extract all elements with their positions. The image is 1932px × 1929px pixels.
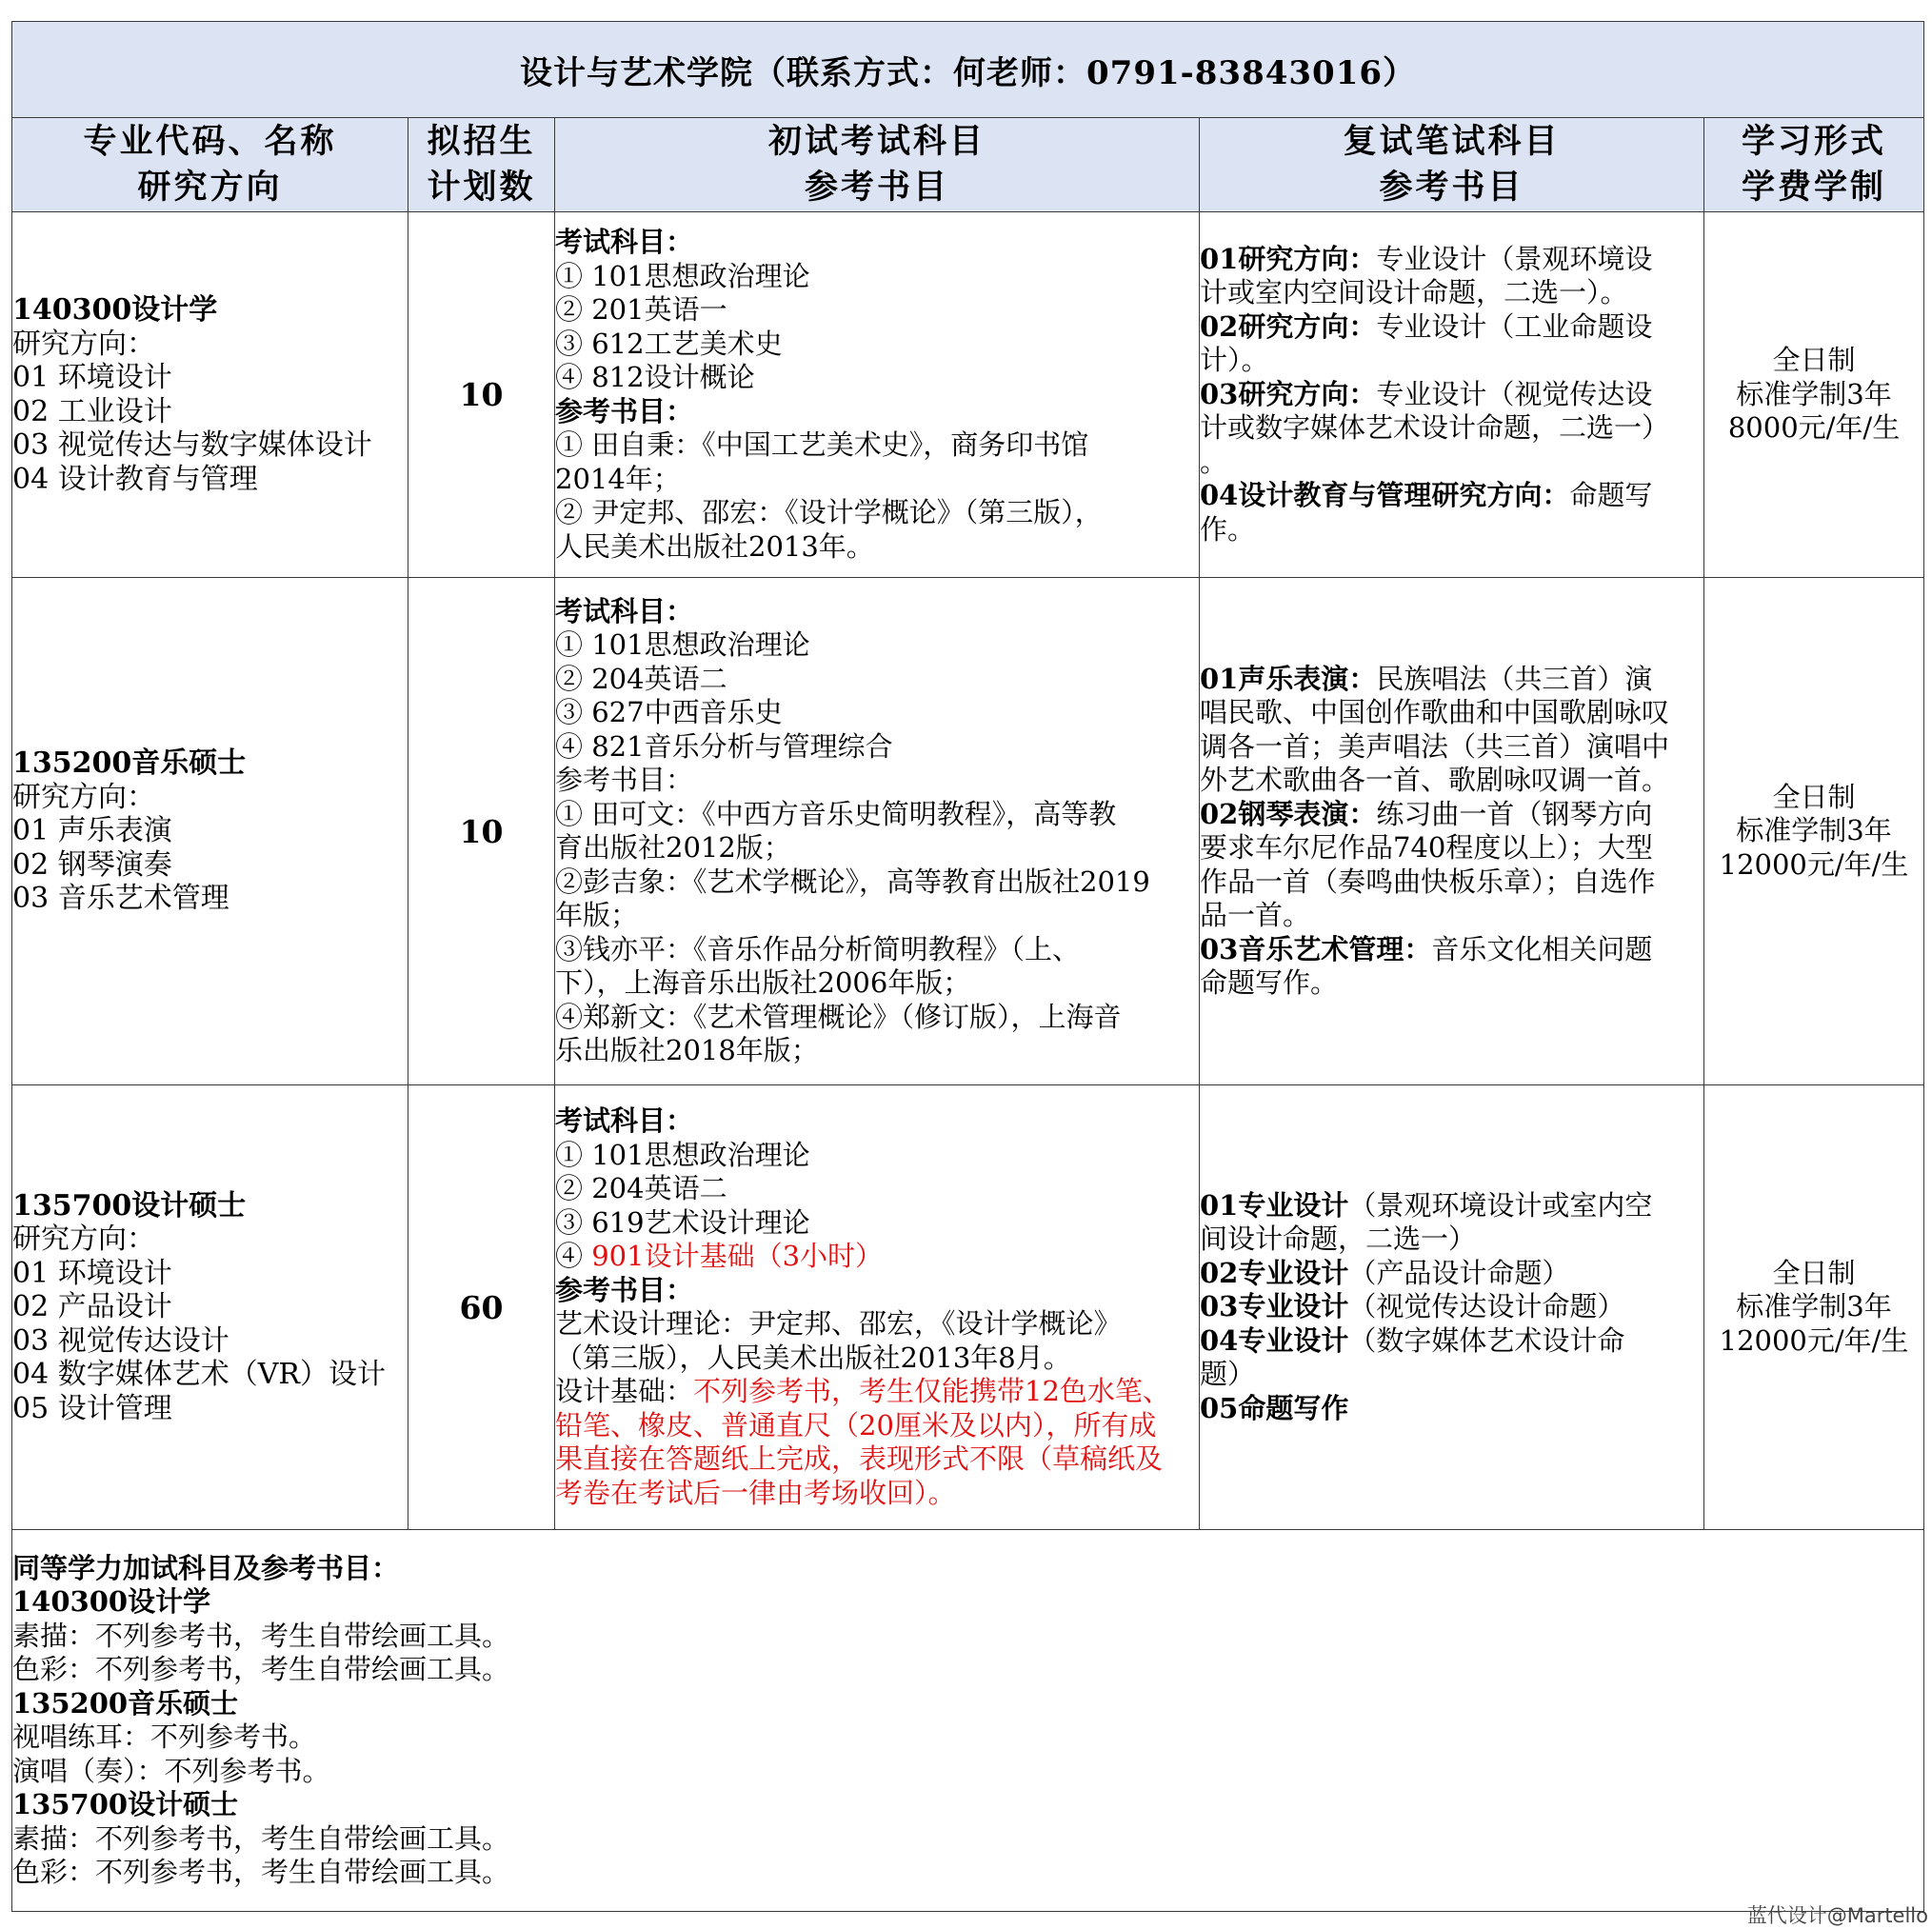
book-line: 育出版社2012版； [555, 831, 791, 864]
study-mode-line: 8000元/年/生 [1727, 411, 1901, 445]
major-name: 135700设计硕士 [12, 1188, 247, 1223]
study-mode-line: 12000元/年/生 [1719, 847, 1909, 881]
retest-line: 计或数字媒体艺术设计命题，二选一） [1200, 411, 1670, 445]
exam-item: ③ 619艺术设计理论 [555, 1205, 810, 1239]
table-row [12, 578, 1924, 1085]
header-study-mode: 学习形式 学费学制 [1704, 118, 1924, 212]
header-row [12, 118, 1924, 212]
exam-item: ① 101思想政治理论 [555, 628, 810, 661]
retest-line: 外艺术歌曲各一首、歌剧咏叹调一首。 [1200, 764, 1670, 796]
book-line: （第三版），人民美术出版社2013年8月。 [555, 1341, 1071, 1374]
retest-line: 02钢琴表演：练习曲一首（钢琴方向 [1200, 797, 1653, 830]
books-label: 参考书目： [555, 764, 694, 796]
book-line: ① 田可文：《中西方音乐史简明教程》，高等教 [555, 797, 1117, 830]
retest-line: 题） [1200, 1358, 1256, 1391]
retest-line: 品一首。 [1200, 899, 1311, 931]
directions-label: 研究方向： [12, 327, 155, 361]
quota-cell: 60 [408, 1085, 555, 1530]
book-line: 铅笔、橡皮、普通直尺（20厘米及以内），所有成 [555, 1408, 1157, 1442]
book-line: ② 尹定邦、邵宏：《设计学概论》（第三版）， [555, 496, 1103, 528]
retest-cell [1200, 212, 1704, 578]
study-mode-cell [1704, 212, 1924, 578]
major-cell [12, 1085, 408, 1530]
study-mode-line: 12000元/年/生 [1719, 1323, 1909, 1357]
book-line: 下），上海音乐出版社2006年版； [555, 966, 971, 999]
retest-line: 02研究方向：专业设计（工业命题设 [1200, 309, 1653, 343]
exam-label: 考试科目： [555, 594, 694, 627]
books-label: 参考书目： [555, 394, 694, 428]
directions-label: 研究方向： [12, 1223, 155, 1257]
retest-cell [1200, 1085, 1704, 1530]
retest-line: 作。 [1200, 512, 1256, 546]
retest-line: 03专业设计（视觉传达设计命题） [1200, 1290, 1625, 1323]
exam-item: ① 101思想政治理论 [555, 259, 810, 292]
book-line: 乐出版社2018年版； [555, 1034, 819, 1066]
direction-item: 02 钢琴演奏 [12, 847, 172, 882]
title-row [12, 22, 1924, 118]
exam-item: ③ 627中西音乐史 [555, 696, 783, 728]
direction-item: 03 音乐艺术管理 [12, 882, 229, 916]
direction-item: 01 环境设计 [12, 1256, 172, 1290]
footer-item: 色彩：不列参考书，考生自带绘画工具。 [12, 1653, 510, 1685]
header-initial-exam: 初试考试科目 参考书目 [555, 118, 1200, 212]
book-line: 考卷在考试后一律由考场收回）。 [555, 1476, 956, 1509]
retest-line: 要求车尔尼作品740程度以上）；大型 [1200, 831, 1653, 864]
direction-item: 01 环境设计 [12, 361, 172, 394]
retest-line: 05命题写作 [1200, 1391, 1349, 1424]
retest-line: 命题写作。 [1200, 966, 1339, 999]
exam-label: 考试科目： [555, 226, 694, 258]
exam-item: ① 101思想政治理论 [555, 1138, 810, 1171]
footer-item: 视唱练耳：不列参考书。 [12, 1720, 317, 1753]
direction-item: 04 设计教育与管理 [12, 462, 258, 496]
footer-group-name: 135700设计硕士 [12, 1788, 239, 1820]
retest-line: 04设计教育与管理研究方向：命题写 [1200, 479, 1653, 512]
books-label: 参考书目： [555, 1273, 694, 1306]
direction-item: 04 数字媒体艺术（VR）设计 [12, 1358, 386, 1392]
footer-item: 素描：不列参考书，考生自带绘画工具。 [12, 1619, 510, 1652]
equivalent-exam-section [12, 1530, 1924, 1912]
retest-line: 作品一首（奏鸣曲快板乐章）；自选作 [1200, 865, 1656, 898]
retest-cell [1200, 578, 1704, 1085]
retest-line: 02专业设计（产品设计命题） [1200, 1256, 1570, 1289]
footer-item: 素描：不列参考书，考生自带绘画工具。 [12, 1821, 510, 1855]
footer-group-name: 140300设计学 [12, 1585, 211, 1618]
book-line: 2014年； [555, 462, 681, 495]
initial-exam-cell [555, 1085, 1200, 1530]
retest-line: 03音乐艺术管理：音乐文化相关问题 [1200, 932, 1653, 965]
table-row [12, 212, 1924, 578]
footer-item: 演唱（奏）：不列参考书。 [12, 1754, 330, 1787]
book-line: ④郑新文：《艺术管理概论》（修订版），上海音 [555, 1000, 1122, 1033]
study-mode-line: 全日制 [1772, 344, 1856, 377]
direction-item: 03 视觉传达与数字媒体设计 [12, 428, 372, 462]
study-mode-cell [1704, 578, 1924, 1085]
study-mode-line: 标准学制3年 [1736, 377, 1892, 410]
retest-line: 计或室内空间设计命题，二选一）。 [1200, 276, 1628, 309]
watermark: 蓝代设计@Martello [1746, 1904, 1928, 1927]
header-retest: 复试笔试科目 参考书目 [1200, 118, 1704, 212]
table-title: 设计与艺术学院（联系方式：何老师：0791-83843016） [12, 22, 1924, 118]
retest-line: 调各一首；美声唱法（共三首）演唱中 [1200, 729, 1670, 763]
book-line: 设计基础：不列参考书，考生仅能携带12色水笔、 [555, 1375, 1170, 1407]
retest-line: 01声乐表演：民族唱法（共三首）演 [1200, 662, 1653, 695]
quota-cell: 10 [408, 578, 555, 1085]
footer-group-name: 135200音乐硕士 [12, 1686, 239, 1720]
retest-line: 01研究方向：专业设计（景观环境设 [1200, 242, 1653, 275]
direction-item: 05 设计管理 [12, 1391, 172, 1425]
study-mode-line: 全日制 [1772, 1256, 1856, 1289]
exam-item: ② 204英语二 [555, 1172, 727, 1204]
header-quota: 拟招生 计划数 [408, 118, 555, 212]
footer-item: 色彩：不列参考书，考生自带绘画工具。 [12, 1856, 510, 1888]
study-mode-line: 标准学制3年 [1736, 814, 1892, 847]
quota-cell: 10 [408, 212, 555, 578]
retest-line: 唱民歌、中国创作歌曲和中国歌剧咏叹 [1200, 696, 1670, 728]
exam-item: ④ 812设计概论 [555, 361, 755, 393]
initial-exam-cell [555, 578, 1200, 1085]
footer-title: 同等学力加试科目及参考书目： [12, 1551, 400, 1584]
exam-label: 考试科目： [555, 1104, 694, 1137]
study-mode-line: 标准学制3年 [1736, 1290, 1892, 1323]
directions-label: 研究方向： [12, 780, 155, 814]
direction-item: 01 声乐表演 [12, 814, 172, 848]
direction-item: 02 工业设计 [12, 394, 172, 428]
table-row [12, 1085, 1924, 1530]
book-line: 果直接在答题纸上完成，表现形式不限（草稿纸及 [555, 1442, 1164, 1475]
retest-line: 01专业设计（景观环境设计或室内空 [1200, 1188, 1653, 1222]
retest-line: 。 [1200, 445, 1228, 478]
exam-item: ② 201英语一 [555, 293, 727, 326]
exam-item: ② 204英语二 [555, 662, 727, 695]
header-major: 专业代码、名称 研究方向 [12, 118, 408, 212]
major-cell [12, 212, 408, 578]
book-line: ① 田自秉：《中国工艺美术史》，商务印书馆 [555, 428, 1089, 461]
admission-table [11, 21, 1924, 1912]
book-line: ②彭吉象：《艺术学概论》，高等教育出版社2019 [555, 865, 1150, 898]
major-cell [12, 578, 408, 1085]
retest-line: 计）。 [1200, 344, 1269, 377]
retest-line: 间设计命题，二选一） [1200, 1223, 1477, 1256]
retest-line: 04专业设计（数字媒体艺术设计命 [1200, 1323, 1625, 1357]
direction-item: 03 视觉传达设计 [12, 1323, 229, 1358]
exam-item: ④ 901设计基础（3小时） [555, 1240, 884, 1272]
book-line: 人民美术出版社2013年。 [555, 529, 874, 563]
book-line: 年版； [555, 899, 639, 931]
retest-line: 03研究方向：专业设计（视觉传达设 [1200, 377, 1653, 410]
major-name: 135200音乐硕士 [12, 746, 247, 781]
book-line: ③钱亦平：《音乐作品分析简明教程》（上、 [555, 932, 1081, 965]
study-mode-cell [1704, 1085, 1924, 1530]
exam-item: ④ 821音乐分析与管理综合 [555, 729, 893, 763]
footer-row [12, 1530, 1924, 1912]
study-mode-line: 全日制 [1772, 780, 1856, 813]
major-name: 140300设计学 [12, 293, 218, 327]
book-line: 艺术设计理论：尹定邦、邵宏，《设计学概论》 [555, 1307, 1122, 1340]
exam-item: ③ 612工艺美术史 [555, 327, 783, 360]
direction-item: 02 产品设计 [12, 1290, 172, 1324]
initial-exam-cell [555, 212, 1200, 578]
